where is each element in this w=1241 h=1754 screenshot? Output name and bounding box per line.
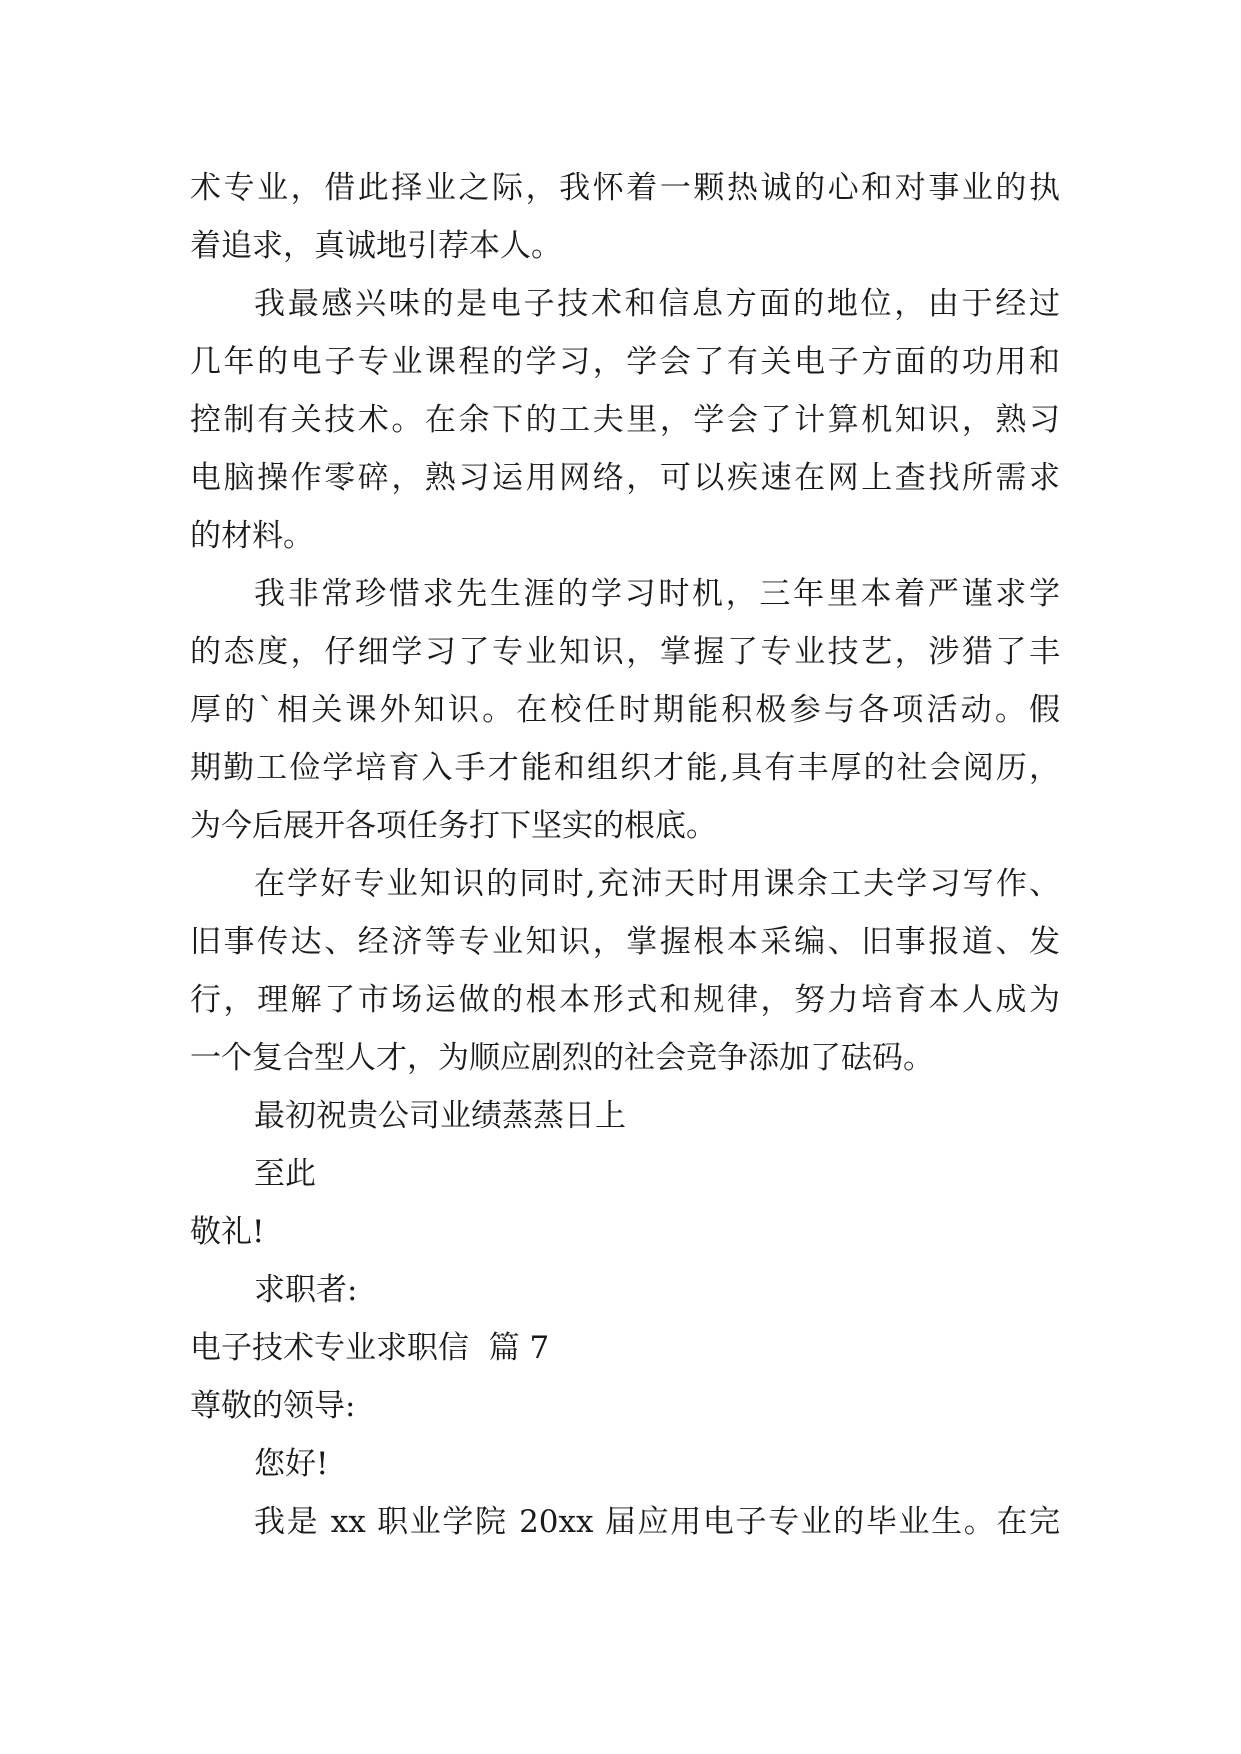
closing-salute: 敬礼! (190, 1214, 265, 1250)
text-line-16: 一个复合型人才，为顺应剧烈的社会竞争添加了砝码。 (190, 1040, 934, 1076)
section-heading: 电子技术专业求职信 篇 7 (190, 1330, 550, 1366)
signature-label: 求职者: (254, 1272, 358, 1308)
text-line-4: 几年的电子专业课程的学习，学会了有关电子方面的功用和 (190, 344, 1060, 380)
text-line-12: 为今后展开各项任务打下坚实的根底。 (190, 808, 717, 844)
text-line-10: 厚的`相关课外知识。在校任时期能积极参与各项活动。假 (190, 692, 1060, 728)
text-line-14: 旧事传达、经济等专业知识，掌握根本采编、旧事报道、发 (190, 924, 1060, 960)
text-line-15: 行，理解了市场运做的根本形式和规律，努力培育本人成为 (190, 982, 1060, 1018)
text-line-11: 期勤工俭学培育入手才能和组织才能,具有丰厚的社会阅历， (190, 750, 1060, 786)
text-line-1: 术专业，借此择业之际，我怀着一颗热诚的心和对事业的执 (190, 170, 1060, 206)
paragraph-start-line: 在学好专业知识的同时,充沛天时用课余工夫学习写作、 (254, 866, 1060, 902)
text-line-9: 的态度，仔细学习了专业知识，掌握了专业技艺，涉猎了丰 (190, 634, 1060, 670)
paragraph-start-line: 我非常珍惜求先生涯的学习时机，三年里本着严谨求学 (254, 576, 1060, 612)
paragraph-start-line: 我最感兴味的是电子技术和信息方面的地位，由于经过 (254, 286, 1060, 322)
closing-zhici: 至此 (254, 1156, 316, 1192)
paragraph-start-line: 我是 xx 职业学院 20xx 届应用电子专业的毕业生。在完 (254, 1504, 1060, 1540)
text-line-7: 的材料。 (190, 518, 314, 554)
greeting: 您好! (254, 1446, 329, 1482)
text-line-5: 控制有关技术。在余下的工夫里，学会了计算机知识，熟习 (190, 402, 1060, 438)
salutation: 尊敬的领导: (190, 1388, 356, 1424)
text-line-6: 电脑操作零碎，熟习运用网络，可以疾速在网上查找所需求 (190, 460, 1060, 496)
text-line-2: 着追求，真诚地引荐本人。 (190, 228, 562, 264)
closing-wish: 最初祝贵公司业绩蒸蒸日上 (254, 1098, 626, 1134)
